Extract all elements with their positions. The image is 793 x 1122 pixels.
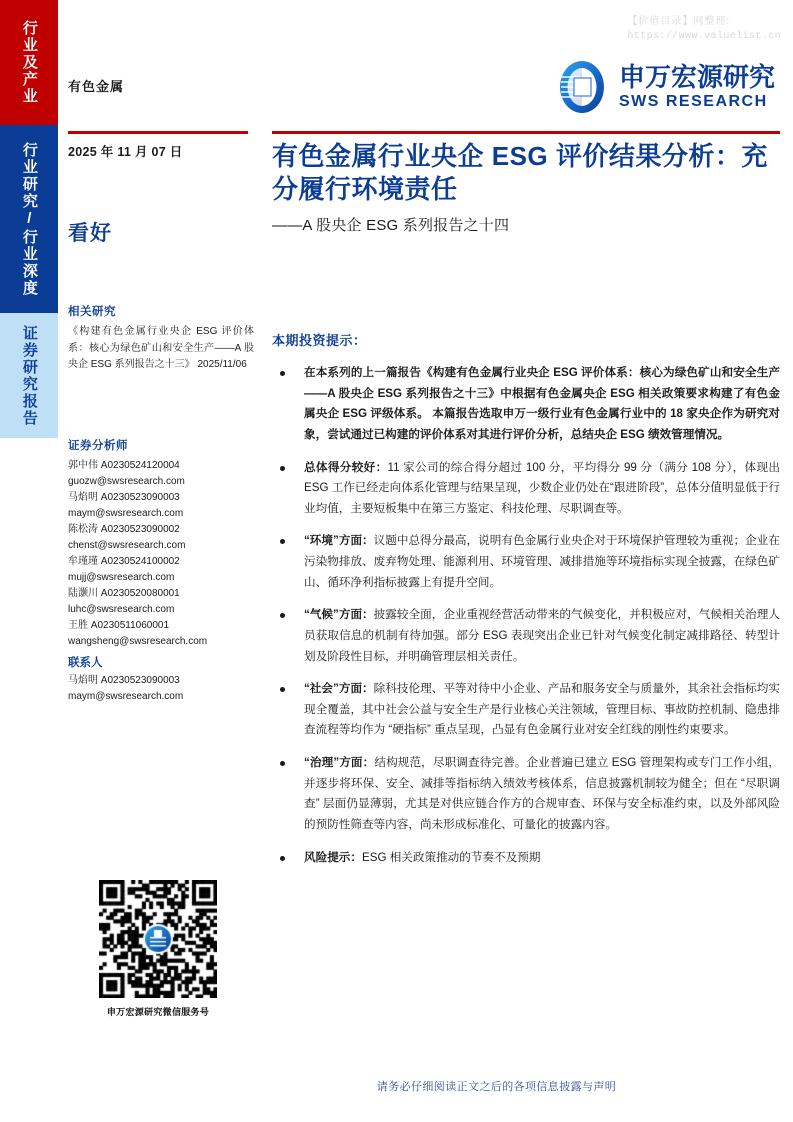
report-date: 2025 年 11 月 07 日	[68, 145, 183, 159]
investment-tip-item	[272, 848, 780, 869]
watermark	[627, 14, 781, 44]
sws-logo-mark-icon	[553, 58, 611, 116]
logo-text-cn: 申万宏源研究	[618, 61, 775, 92]
analyst-line: 马焰明 A0230523090003	[68, 675, 180, 686]
spine-block-research-type	[0, 125, 58, 313]
investment-tip-item	[272, 679, 780, 741]
main-heading-block	[272, 140, 780, 235]
investment-tip-lead: 风险提示：	[304, 850, 362, 864]
analyst-list	[68, 458, 268, 650]
spine-label-research-type: 行业研究/行业深度	[20, 141, 38, 297]
analyst-line: chenst@swsresearch.com	[68, 540, 186, 551]
investment-tip-text: 披露较全面，企业重视经营活动带来的气候变化，并积极应对，气候相关治理人员获取信息的机制有待加强。部分 ESG 表现突出企业已针对气候变化制定减排路径、转型计划及阶段性目标，并明确管理层相关责任。	[304, 608, 780, 663]
related-research-heading: 相关研究	[68, 306, 116, 318]
footer-disclaimer	[0, 1078, 793, 1094]
investment-tip-lead: 总体得分较好：	[304, 460, 388, 474]
wechat-qr-code	[99, 880, 217, 998]
industry-name: 有色金属	[68, 79, 125, 94]
investment-tip-text: 结构规范，尽职调查待完善。企业普遍已建立 ESG 管理架构或专门工作小组，并逐步将环保、安全、减排等指标纳入绩效考核体系，信息披露机制较为健全；但在 “尽职调查” 层面仍显薄弱，尤其是对供应链合作方的合规审查、环保与安全标准约束，以及外部风险的预防性筛查等内容，尚未形成标准化、可量化的披露内容。	[304, 756, 780, 831]
contact-heading: 联系人	[68, 657, 103, 669]
investment-tip-text: ESG 相关政策推动的节奏不及预期	[361, 850, 541, 864]
investment-tip-text: 在本系列的上一篇报告《构建有色金属行业央企 ESG 评价体系：核心为绿色矿山和安全生产——A 股央企 ESG 系列报告之十三》中根据有色金属央企 ESG 相关政策要求构建了有色金属央企 ESG 评级体系。 本篇报告选取申万一级行业有色金属行业中的 18 家央企作为研究对象，尝试通过已构建的评价体系对其进行评价分析，总结央企 ESG 绩效管理情况。	[304, 366, 780, 441]
analyst-line: mujj@swsresearch.com	[68, 572, 175, 583]
analyst-line: 马焰明 A0230523090003	[68, 492, 180, 503]
analyst-line: 郭中伟 A0230524120004	[68, 460, 180, 471]
analyst-line: luhc@swsresearch.com	[68, 604, 175, 615]
watermark-line-2: https://www.valuelist.cn	[627, 31, 781, 42]
wechat-qr-caption: 申万宏源研究微信服务号	[106, 1007, 210, 1017]
investment-tip-lead: “治理”方面：	[304, 756, 375, 769]
rating-badge: 看好	[68, 222, 112, 245]
analyst-line: maym@swsresearch.com	[68, 508, 184, 519]
related-research-item[interactable]: 《构建有色金属行业央企 ESG 评价体系：核心为绿色矿山和安全生产——A 股央企 ESG 系列报告之十三》 2025/11/06	[68, 326, 254, 370]
investment-tip-item	[272, 605, 780, 667]
investment-tips-heading: 本期投资提示：	[272, 333, 367, 348]
spine-label-report-type: 证券研究报告	[20, 324, 38, 427]
analyst-line: 王胜 A0230511060001	[68, 620, 170, 631]
related-research-block	[68, 303, 254, 374]
contact-list	[68, 673, 268, 705]
investment-tips-box	[272, 330, 780, 880]
left-spine	[0, 0, 58, 1122]
analyst-line: 牟瑾瑾 A0230524100002	[68, 556, 180, 567]
divider-rule-right	[272, 131, 780, 134]
analyst-line: 陈松涛 A0230523090002	[68, 524, 180, 535]
divider-rule-left	[68, 131, 248, 134]
investment-tip-lead: “气候”方面：	[304, 608, 374, 622]
analyst-line: guozw@swsresearch.com	[68, 476, 185, 487]
spine-block-report-type	[0, 313, 58, 438]
investment-tip-lead: “社会”方面：	[304, 682, 374, 696]
spine-block-industry	[0, 0, 58, 125]
investment-tip-item	[272, 753, 780, 836]
investment-tip-text: 议题中总得分最高，说明有色金属行业央企对于环境保护管理较为重视；企业在污染物排放、废弃物处理、能源利用、环境管理、减排措施等环境指标实现全披露，在绿色矿山、循环净利指标披露上有提升空间。	[304, 534, 780, 589]
investment-tip-text: 除科技伦理、平等对待中小企业、产品和服务安全与质量外，其余社会指标均实现全覆盖，其中社会公益与安全生产是行业核心关注领域，管理目标、事故防控机制、隐患排查流程等均作为 “硬指标” 重点呈现，凸显有色金属行业对安全红线的刚性约束要求。	[304, 682, 780, 737]
page-title: 有色金属行业央企 ESG 评价结果分析：充分履行环境责任	[272, 141, 768, 205]
analyst-line: 陆灏川 A0230520080001	[68, 588, 180, 599]
wechat-qr-block	[99, 880, 217, 1018]
watermark-line-1: 【价值目录】网整理:	[627, 16, 731, 27]
investment-tip-text: 11 家公司的综合得分超过 100 分，平均得分 99 分（满分 108 分），体现出 ESG 工作已经走向体系化管理与结果呈现，少数企业仍处在“跟进阶段”，总体分值明显低于行业均值，主要短板集中在第三方鉴定、科技伦理、尽职调查等。	[304, 460, 780, 515]
analyst-heading: 证券分析师	[68, 440, 128, 452]
page-subtitle: ——A 股央企 ESG 系列报告之十四	[272, 216, 510, 234]
footer-disclaimer-text: 请务必仔细阅读正文之后的各项信息披露与声明	[376, 1081, 617, 1093]
spine-label-industry: 行业及产业	[20, 20, 38, 105]
analyst-line: wangsheng@swsresearch.com	[68, 636, 208, 647]
investment-tip-lead: “环境”方面：	[304, 534, 374, 548]
investment-tip-item	[272, 363, 780, 446]
sws-research-logo	[553, 58, 775, 116]
investment-tip-item	[272, 458, 780, 520]
investment-tips-list	[272, 363, 780, 868]
analyst-block	[68, 437, 268, 705]
analyst-line: maym@swsresearch.com	[68, 691, 184, 702]
investment-tip-item	[272, 531, 780, 593]
logo-text-en: SWS RESEARCH	[618, 92, 768, 110]
